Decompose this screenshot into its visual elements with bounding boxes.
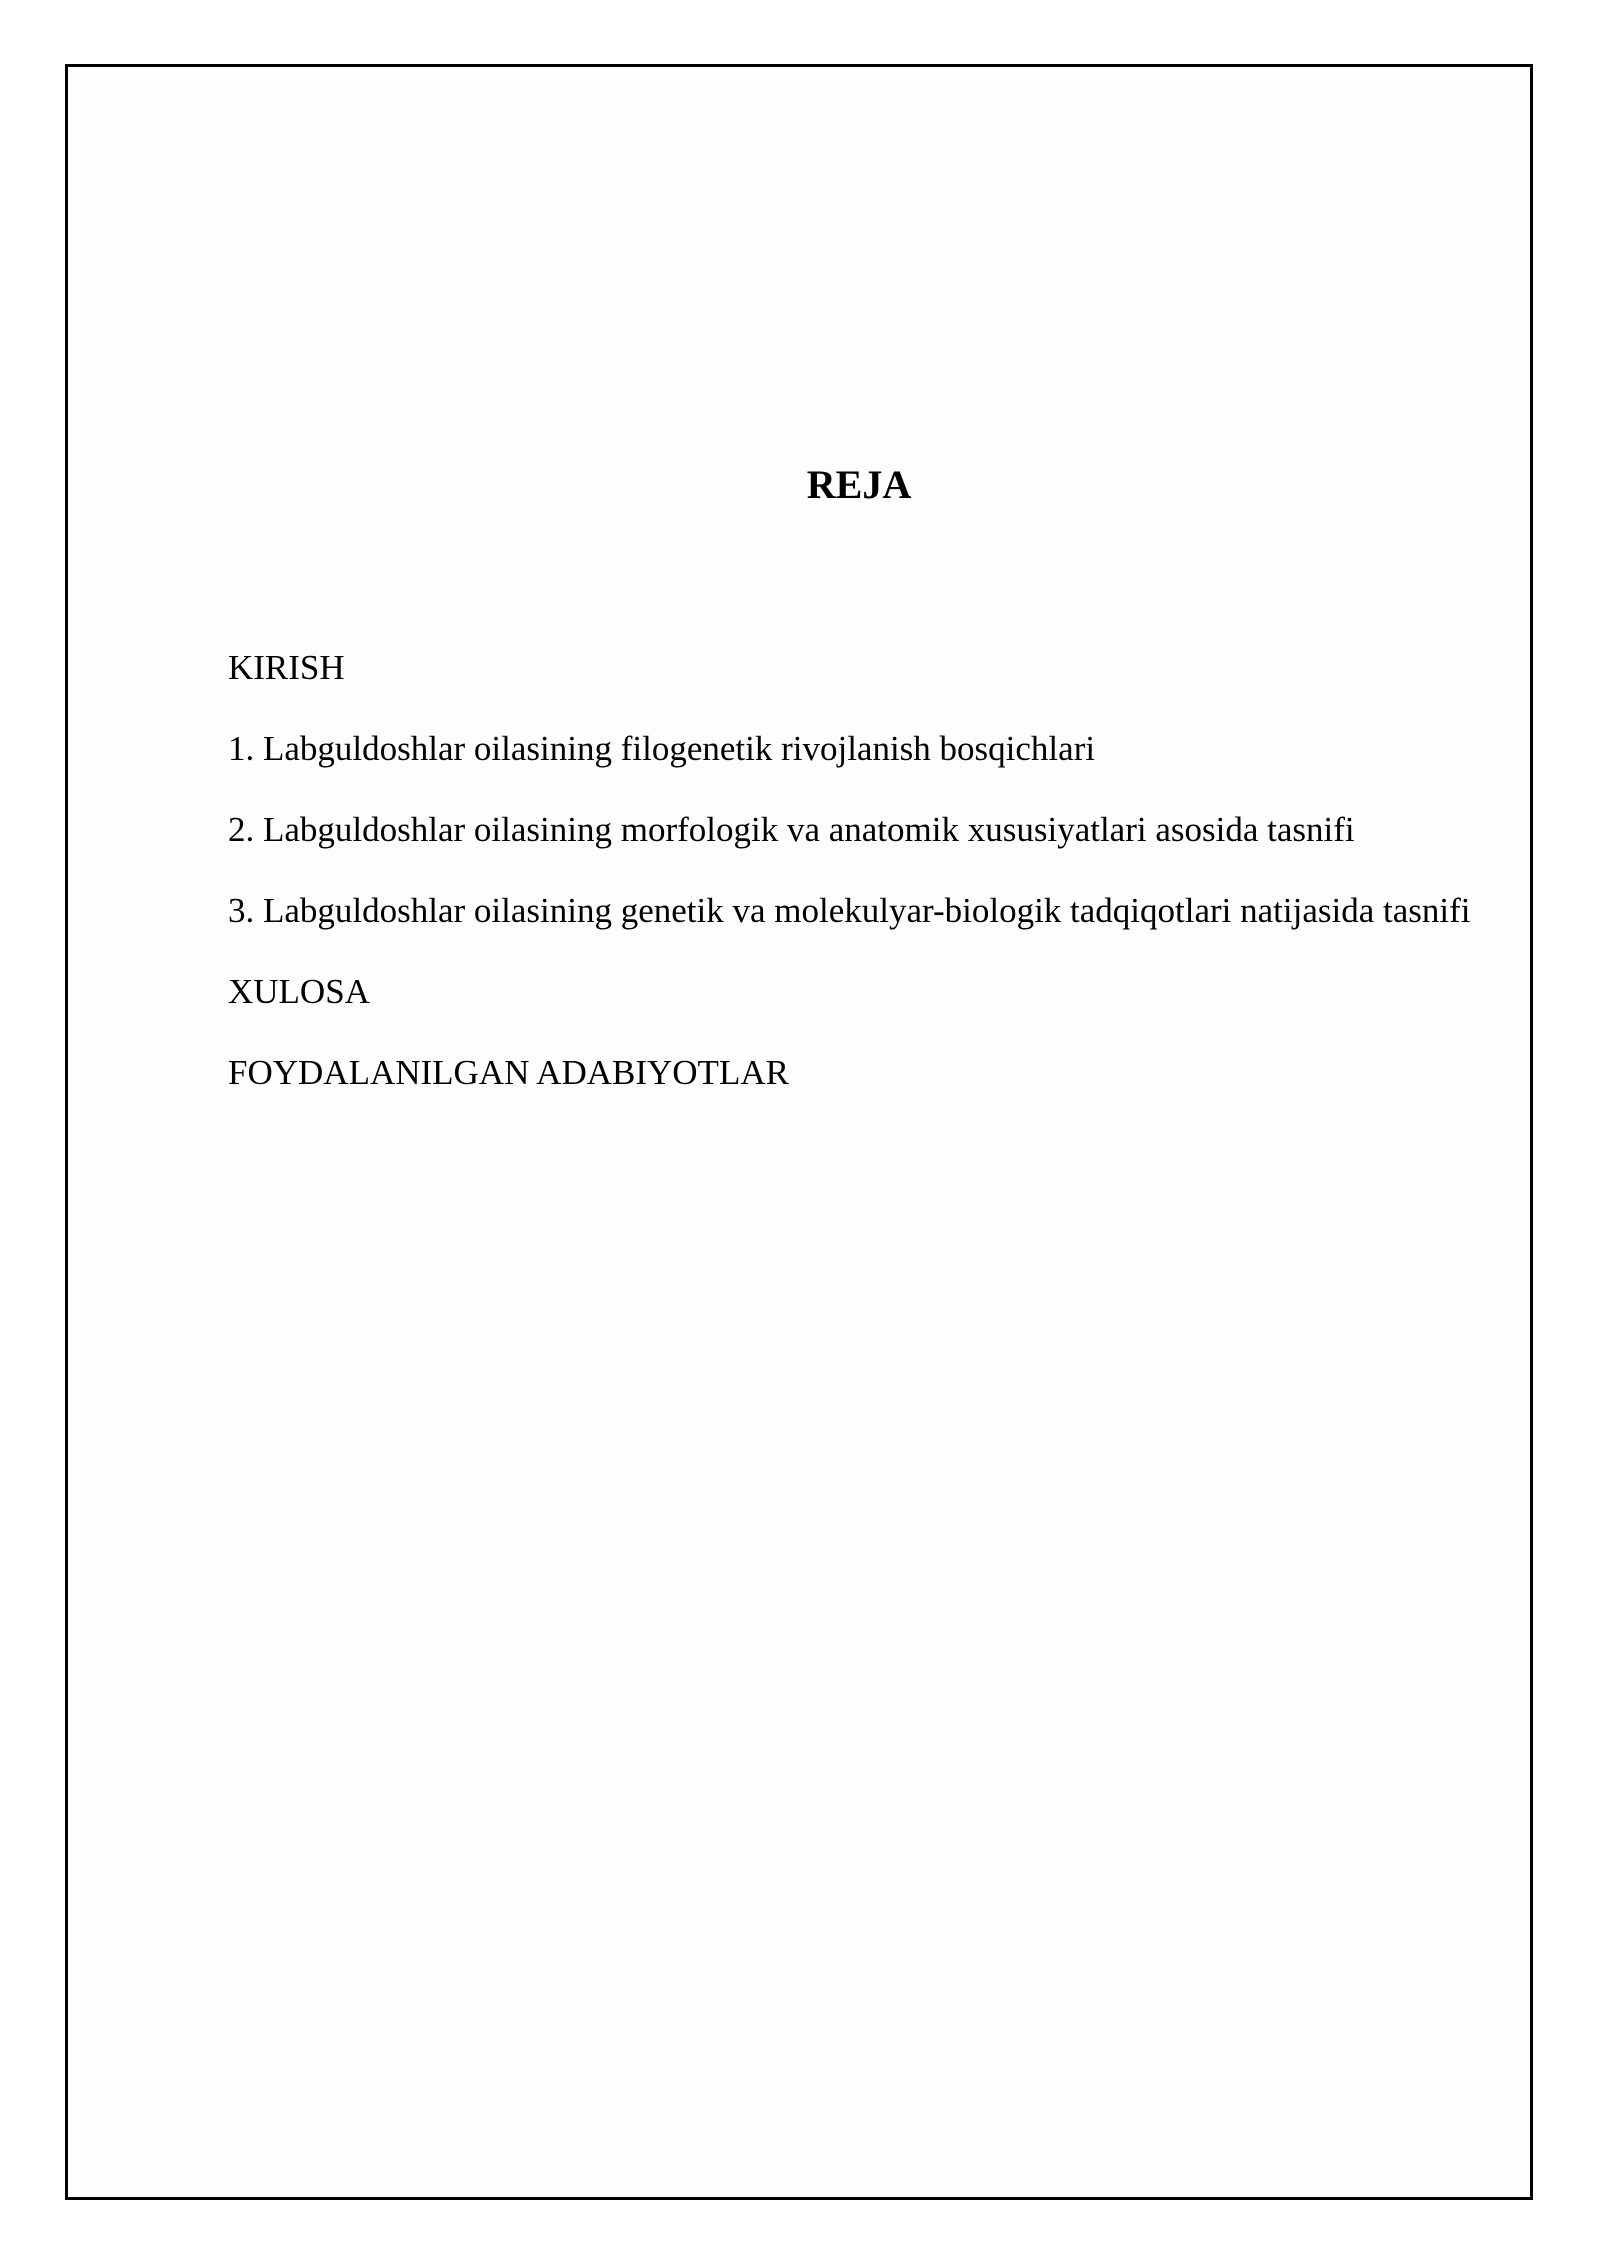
toc-item-intro: KIRISH	[228, 648, 345, 687]
toc-item-conclusion: XULOSA	[228, 972, 370, 1011]
toc-item-1: 1. Labguldoshlar oilasining filogenetik rivojlanish bosqichlari	[228, 729, 1096, 768]
toc-item-3: 3. Labguldoshlar oilasining genetik va molekulyar-biologik tadqiqotlari natijasida tasnifi	[228, 891, 1471, 930]
page-frame	[65, 64, 1533, 2200]
page-title: REJA	[806, 462, 912, 507]
toc-item-references: FOYDALANILGAN ADABIYOTLAR	[228, 1053, 789, 1092]
toc-item-2: 2. Labguldoshlar oilasining morfologik va anatomik xususiyatlari asosida tasnifi	[228, 810, 1355, 849]
table-of-contents	[228, 636, 1488, 1122]
